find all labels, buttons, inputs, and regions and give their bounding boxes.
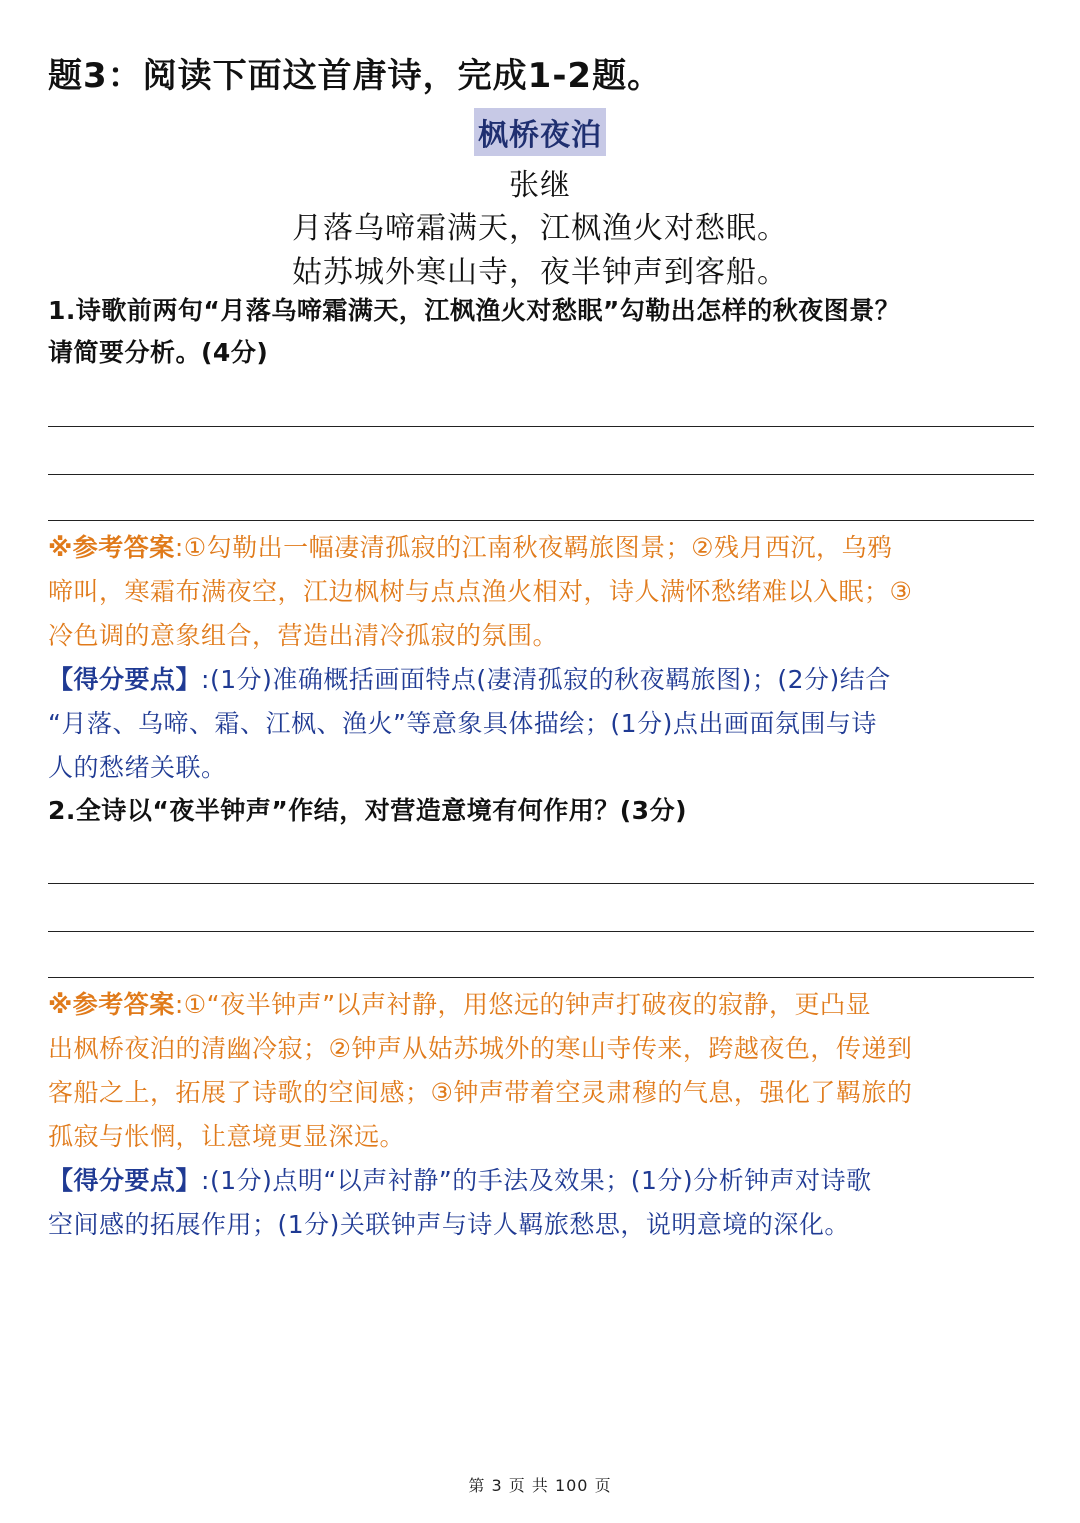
- scoring-points-label: 【得分要点】: [48, 665, 202, 694]
- points-text: :(1分)点明“以声衬静”的手法及效果；(1分)分析钟声对诗歌: [201, 1166, 872, 1195]
- poem-line-2: 姑苏城外寒山寺，夜半钟声到客船。: [292, 255, 788, 290]
- answer-line-4: [48, 883, 1034, 884]
- question-1: [48, 290, 1038, 374]
- question-1-line-1: 1.诗歌前两句“月落乌啼霜满天，江枫渔火对愁眠”勾勒出怎样的秋夜图景？: [48, 296, 901, 325]
- reference-answer-label: ※参考答案: [48, 533, 175, 562]
- reference-answer-2: [48, 983, 1038, 1159]
- question-2-line-1: 2.全诗以“夜半钟声”作结，对营造意境有何作用？(3分): [48, 796, 688, 825]
- answer-text: :①“夜半钟声”以声衬静，用悠远的钟声打破夜的寂静，更凸显: [174, 990, 872, 1019]
- answer-line-3: [48, 520, 1034, 521]
- question-1-line-2: 请简要分析。(4分): [48, 338, 269, 367]
- points-text: 空间感的拓展作用；(1分)关联钟声与诗人羁旅愁思，说明意境的深化。: [48, 1210, 850, 1239]
- scoring-points-2: [48, 1159, 1038, 1247]
- points-text: :(1分)准确概括画面特点(凄清孤寂的秋夜羁旅图)；(2分)结合: [201, 665, 891, 694]
- answer-text: 啼叫，寒霜布满夜空，江边枫树与点点渔火相对，诗人满怀愁绪难以入眠；③: [48, 577, 913, 606]
- answer-text: 冷色调的意象组合，营造出清冷孤寂的氛围。: [48, 621, 559, 650]
- reference-answer-label: ※参考答案: [48, 990, 175, 1019]
- answer-line-2: [48, 474, 1034, 475]
- question-heading: 题3：阅读下面这首唐诗，完成1-2题。: [48, 56, 663, 96]
- poem-line-1: 月落乌啼霜满天，江枫渔火对愁眠。: [292, 211, 788, 246]
- scoring-points-label: 【得分要点】: [48, 1166, 202, 1195]
- poem-title-block: [0, 108, 1080, 156]
- answer-text: :①勾勒出一幅凄清孤寂的江南秋夜羁旅图景；②残月西沉，乌鸦: [174, 533, 893, 562]
- answer-text: 客船之上，拓展了诗歌的空间感；③钟声带着空灵肃穆的气息，强化了羁旅的: [48, 1078, 913, 1107]
- poem-title: 枫桥夜泊: [474, 108, 606, 156]
- page-number: 第 3 页 共 100 页: [468, 1476, 612, 1495]
- points-text: “月落、乌啼、霜、江枫、渔火”等意象具体描绘；(1分)点出画面氛围与诗: [48, 709, 877, 738]
- answer-line-6: [48, 977, 1034, 978]
- answer-line-1: [48, 426, 1034, 427]
- answer-line-5: [48, 931, 1034, 932]
- answer-text: 孤寂与怅惘，让意境更显深远。: [48, 1122, 406, 1151]
- points-text: 人的愁绪关联。: [48, 753, 227, 782]
- reference-answer-1: [48, 526, 1038, 658]
- scoring-points-1: [48, 658, 1038, 790]
- question-2: [48, 790, 1038, 832]
- answer-text: 出枫桥夜泊的清幽冷寂；②钟声从姑苏城外的寒山寺传来，跨越夜色，传递到: [48, 1034, 913, 1063]
- poem-author: 张继: [509, 168, 571, 203]
